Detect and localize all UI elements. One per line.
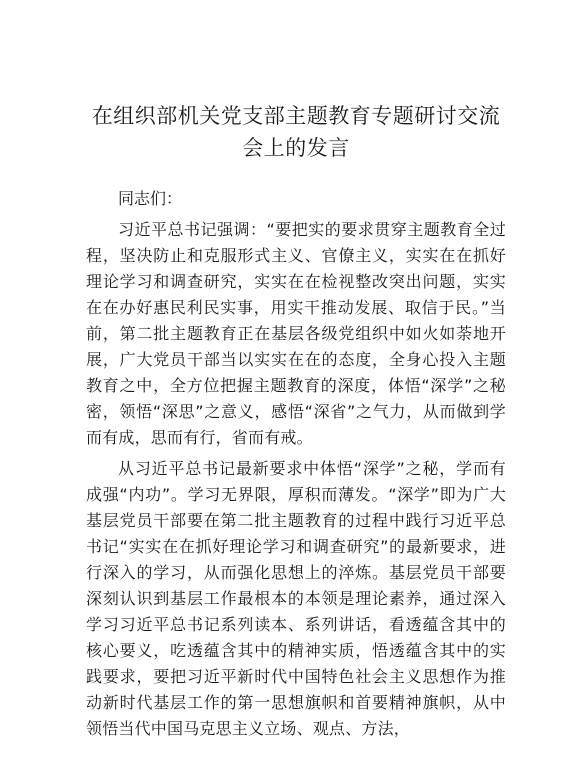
paragraph-1: 习近平总书记强调：“要把实的要求贯穿主题教育全过程，坚决防止和克服形式主义、官僚主义，实实在在抓好理论学习和调查研究，实实在在检视整改突出问题，实实在在办好惠民利民实事，用实干推动发展、取信于民。”当前，第二批主题教育正在基层各级党组织中如火如荼地开展，广大党员干部当以实实在在的态度，全身心投入主题教育之中，全方位把握主题教育的深度，体悟“深学”之秘密，领悟“深思”之意义，感悟“深省”之气力，从而做到学而有成，思而有行，省而有戒。 — [86, 220, 506, 447]
paragraph-2: 从习近平总书记最新要求中体悟“深学”之秘，学而有成强“内功”。学习无界限，厚积而薄发。“深学”即为广大基层党员干部要在第二批主题教育的过程中践行习近平总书记“实实在在抓好理论学习和调查研究”的最新要求，进行深入的学习，从而强化思想上的淬炼。基层党员干部要深刻认识到基层工作最根本的本领是理论素养，通过深入学习习近平总书记系列读本、系列讲话，看透蕴含其中的核心要义，吃透蕴含其中的精神实质，悟透蕴含其中的实践要求，要把习近平新时代中国特色社会主义思想作为推动新时代基层工作的第一思想旗帜和首要精神旗帜，从中领悟当代中国马克思主义立场、观点、方法， — [86, 459, 506, 738]
greeting: 同志们： — [118, 189, 183, 208]
document-title: 在组织部机关党支部主题教育专题研讨交流会上的发言 — [91, 104, 501, 160]
